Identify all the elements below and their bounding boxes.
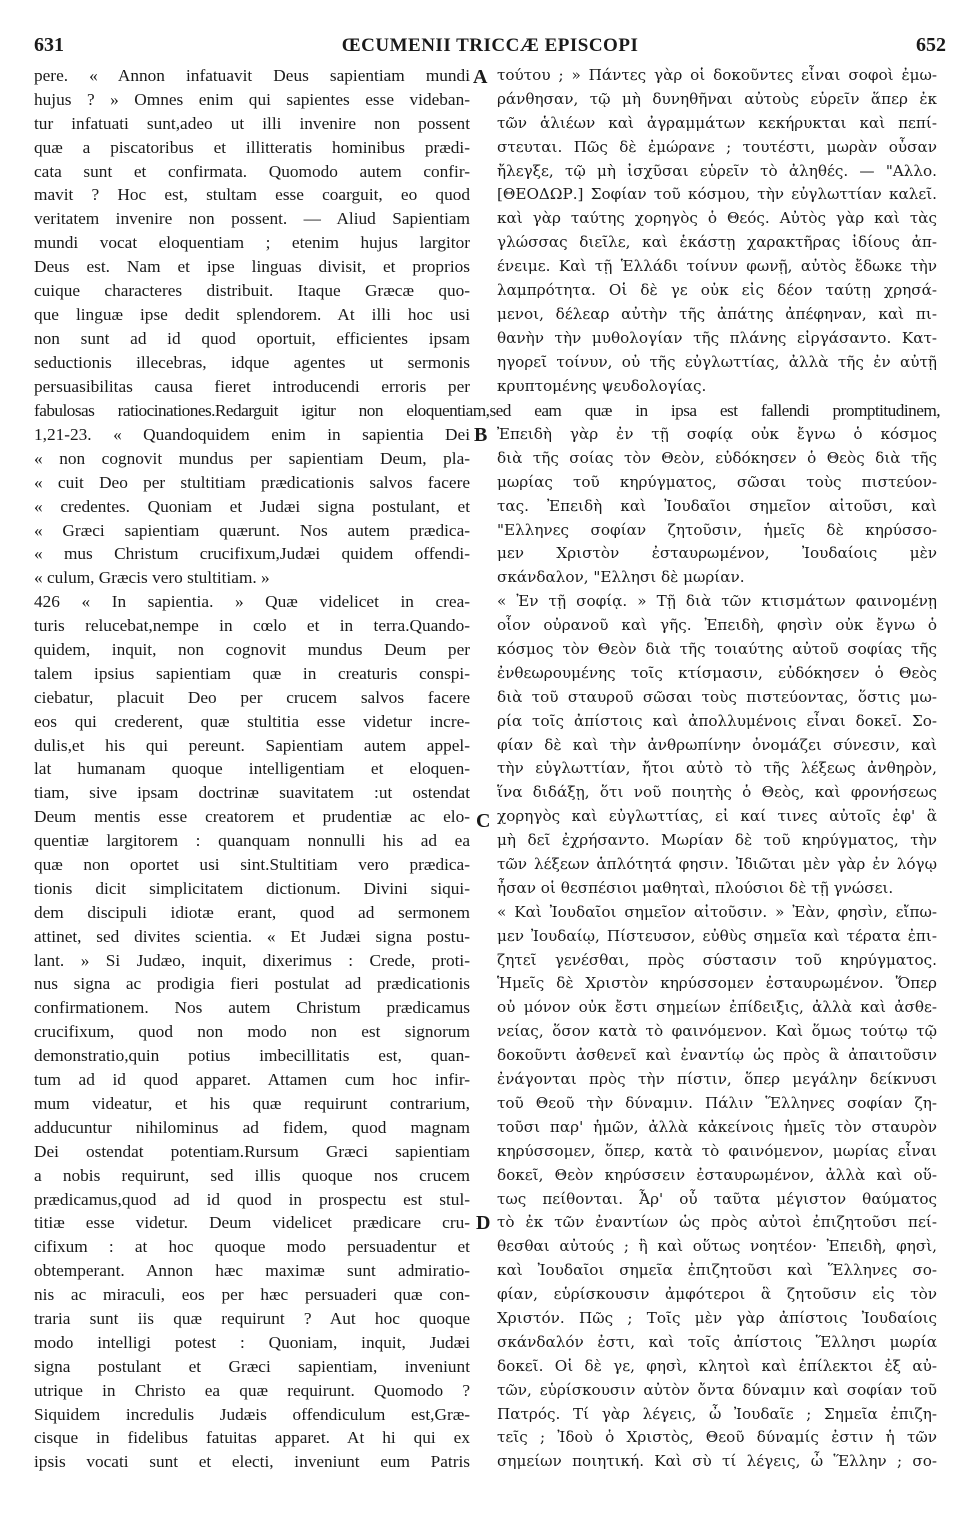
latin-text-line: quentiæ largitorem : quanquam nonnulli his ad ea	[34, 831, 470, 851]
page-number-right: 652	[916, 34, 946, 56]
greek-text-line: σημείων ποιητική. Καὶ σὺ τί λέγεις, ὦ Ἕλλην ; σο-	[497, 1452, 937, 1471]
latin-text-line: cifixum : at hoc quoque modo persuadentur et	[34, 1237, 470, 1257]
greek-text-line: μεν Χριστὸν ἐσταυρωμένον, Ἰουδαίοις μὲν	[497, 544, 937, 563]
latin-text-line: confirmationem. Nos autem Christum prædicamus	[34, 998, 470, 1018]
latin-column-bottom	[34, 423, 470, 1474]
greek-text-line: οἷον οὐρανοῦ καὶ γῆς. Ἐπειδὴ, φησὶν οὐκ ἔγνω ὁ	[497, 616, 937, 635]
latin-text-line: « non cognovit mundus per sapientiam Deum, pla-	[34, 448, 470, 468]
greek-text-line: γλώσσας διεῖλε, καὶ ἑκάστῃ χαρακτῆρας ἰδίους ἀπ-	[497, 233, 937, 252]
latin-text-line: eos qui crederent, quæ stultitia esse videtur incre-	[34, 711, 470, 731]
greek-text-line: ηγορεῖ τοίνυν, οὐ τῆς εὐγλωττίας, ἀλλὰ τῆς ἐν αὐτῇ	[497, 352, 937, 371]
greek-text-line: καὶ γὰρ ταύτης χορηγὸς ὁ Θεός. Αὐτὸς γὰρ καὶ τὰς	[497, 209, 937, 228]
greek-text-line: καὶ Ἰουδαῖοι σημεῖα ἐπιζητοῦσι καὶ Ἕλληνες σο-	[497, 1261, 937, 1280]
latin-text-line: 426 « In sapientia. » Quæ videlicet in crea-	[34, 592, 470, 612]
latin-text-line: quidem, inquit, non cognovit mundus Deum per	[34, 640, 470, 660]
latin-text-line: veritatem invenire non possent. — Aliud Sapientiam	[34, 209, 470, 229]
greek-text-line: τεῖς ; Ἰδοὺ ὁ Χριστὸς, Θεοῦ δύναμίς ἐστιν ἡ τῶν	[497, 1428, 937, 1447]
greek-text-line: ένειμε. Καὶ τῇ Ἑλλάδι τοίνυν φωνῇ, αὐτὸς ἔδωκε τὴν	[497, 257, 937, 276]
latin-text-line: traria sunt iis quæ requirunt ? Aut hoc quoque	[34, 1308, 470, 1328]
section-marker-d: D	[476, 1212, 491, 1234]
latin-text-line: que linguæ ipse dedit splendorem. At illi hoc usi	[34, 304, 470, 324]
latin-text-line: Deus est. Nam et ipse linguas divisit, et proprios	[34, 257, 470, 277]
greek-text-line: ρία τοῖς ἀπίστοις καὶ ἀπολλυμένοις εἶναι δοκεῖ. Σο-	[497, 711, 937, 730]
greek-text-line: « Ἐν τῇ σοφίᾳ. » Τῇ διὰ τῶν κτισμάτων φαινομένῃ	[497, 592, 937, 611]
greek-text-line: τοῦσι παρ' ἡμῶν, ἀλλὰ κἀκείνοις ἡμεῖς τὸν σταυρὸν	[497, 1117, 937, 1136]
greek-text-line: διὰ τῆς σοίας τὸν Θεὸν, εὐδόκησεν ὁ Θεὸς διὰ τῆς	[497, 448, 937, 467]
greek-text-line: τῶν, εὑρίσκουσιν αὐτὸν ὄντα δύναμιν καὶ σοφίαν τοῦ	[497, 1380, 937, 1399]
greek-text-line: τὸ ἐκ τῶν ἐναντίων ὡς πρὸς αὐτοὶ ἐπιζητοῦσι πεί-	[497, 1213, 937, 1232]
section-marker-b: B	[474, 424, 488, 446]
latin-text-line: attinet, sed divites scientia. « Et Judæi signa postu-	[34, 926, 470, 946]
latin-text-line: non sunt ad id quod oportuit, efficientes ipsam	[34, 328, 470, 348]
greek-text-line: θεσθαι αὐτούς ; ἢ καὶ οὕτως νοητέον· Ἐπειδὴ, φησὶ,	[497, 1237, 937, 1256]
latin-text-line: cata sunt et confirmata. Quomodo autem confir-	[34, 161, 470, 181]
latin-text-line: mundi vocat eloquentiam ; etenim hujus largitor	[34, 233, 470, 253]
latin-text-line: crucifixum, quod non modo non est signorum	[34, 1022, 470, 1042]
greek-text-line: δοκεῖ, Θεὸν κηρύσσειν ἐσταυρωμένον, ἀλλὰ καὶ οὕ-	[497, 1165, 937, 1184]
greek-text-line: φίαν, εὑρίσκουσιν ἀμφότεροι ἃ ζητοῦσιν εἰς τὸν	[497, 1285, 937, 1304]
greek-text-line: ἐνάγονται πρὸς τὴν πίστιν, ὅπερ μεγάλην δείκνυσι	[497, 1070, 937, 1089]
greek-text-line: Πατρός. Τί γὰρ λέγεις, ὦ Ἰουδαῖε ; Σημεῖα ἐπιζη-	[497, 1404, 937, 1423]
latin-text-line: a nobis requirunt, sed illis quoque nos crucem	[34, 1165, 470, 1185]
greek-text-line: μὴ δεῖ ἐχρήσαντο. Μωρίαν δὲ τοῦ κηρύγματος, τὴν	[497, 831, 937, 850]
greek-text-line: στευται. Πῶς δὲ ἐμώρανε ; τουτέστι, μωρὰν οὖσαν	[497, 137, 937, 156]
greek-text-line: ζητεῖ γενέσθαι, πρὸς σύστασιν τοῦ κηρύγματος.	[497, 950, 937, 969]
greek-text-line: λαμπρότητα. Οἱ δὲ γε οὐκ εἰς δέον ταύτῃ χρησά-	[497, 281, 937, 300]
greek-text-line: τως πείθονται. Ἆρ' οὖ ταῦτα μέγιστον θαύματος	[497, 1189, 937, 1208]
greek-text-line: διὰ τοῦ σταυροῦ σῶσαι τοὺς πιστεύοντας, ὅστις μω-	[497, 687, 937, 706]
latin-column-top	[34, 64, 470, 398]
latin-text-line: titiæ esse videtur. Deum videlicet prædicare cru-	[34, 1213, 470, 1233]
greek-text-line: « Καὶ Ἰουδαῖοι σημεῖον αἰτοῦσιν. » Ἐὰν, φησὶν, εἴπω-	[497, 902, 937, 921]
latin-text-line: tionis dicit simplicitatem dictionum. Divini siqui-	[34, 878, 470, 898]
latin-text-line: dulis,et his qui pereunt. Sapientiam autem appel-	[34, 735, 470, 755]
latin-text-line: modo intelligi potest : Quoniam, inquit, Judæi	[34, 1332, 470, 1352]
latin-text-line: utrique in Christo ea quæ requirunt. Quomodo ?	[34, 1380, 470, 1400]
latin-text-line: talem ipsius sapientiam quæ in creaturis conspi-	[34, 663, 470, 683]
greek-text-line: μενοι, δέλεαρ αὐτὴν τῆς ἀπάτης ἀπέφηναν, καὶ πι-	[497, 304, 937, 323]
latin-text-line: cisque in fidelibus fatuitas apparet. At hi qui ex	[34, 1428, 470, 1448]
greek-text-line: τοῦ Θεοῦ τὴν δύναμιν. Πάλιν Ἕλληνες σοφίαν ζη-	[497, 1093, 937, 1112]
latin-text-line: mavit ? Hoc est, stultam esse coarguit, eo quod	[34, 185, 470, 205]
greek-text-line: Ἐπειδὴ γὰρ ἐν τῇ σοφίᾳ οὐκ ἔγνω ὁ κόσμος	[497, 425, 937, 443]
greek-text-line: τούτου ; » Πάντες γὰρ οἱ δοκοῦντες εἶναι σοφοὶ ἐμω-	[497, 66, 937, 84]
latin-text-line: demonstratio,quin potius imbecillitatis est, quan-	[34, 1046, 470, 1066]
greek-text-line: σκάνδαλόν ἐστι, καὶ τοῖς ἀπίστοις Ἕλλησι μωρία	[497, 1332, 937, 1351]
latin-text-line: 1,21-23. « Quandoquidem enim in sapientia Dei	[34, 425, 470, 444]
greek-text-line: Ἡμεῖς δὲ Χριστὸν κηρύσσομεν ἐσταυρωμένον. Ὅπερ	[497, 974, 937, 993]
greek-text-line: σκάνδαλον, "Ελλησι δὲ μωρίαν.	[497, 568, 745, 587]
latin-text-line: persuasibilitas causa fieret introducendi erroris per	[34, 376, 470, 396]
greek-text-line: τῶν λέξεων ἁπλότητά φησιν. Ἰδιῶται μὲν γὰρ ἐν λόγῳ	[497, 855, 937, 874]
greek-text-line: τὴν εὐγλωττίαν, ἤτοι αὐτὸ τὸ τῆς λέξεως ἀνθηρὸν,	[497, 759, 937, 778]
greek-text-line: [ΘΕΟΔΩΡ.] Σοφίαν τοῦ κόσμου, τὴν εὐγλωττίαν καλεῖ.	[497, 185, 937, 204]
latin-text-line: dem discipuli idiotæ erant, quod ad sermonem	[34, 902, 470, 922]
running-title: ŒCUMENII TRICCÆ EPISCOPI	[341, 35, 639, 56]
latin-text-line: « cuit Deo per stultitiam prædicationis salvos facere	[34, 472, 470, 492]
latin-text-line: prædicamus,quod ad id quod in prospectu est stul-	[34, 1189, 470, 1209]
greek-text-line: τας. Ἐπειδὴ καὶ Ἰουδαῖοι σημεῖον αἰτοῦσι, καὶ	[497, 496, 937, 515]
latin-text-line: quæ non oportet usi sint.Stultitiam vero prædica-	[34, 855, 470, 875]
section-marker-a: A	[473, 66, 488, 88]
greek-text-line: ἤλεγξε, τῷ μὴ ἰσχῦσαι εὑρεῖν τὸ ἀληθές. — "Αλλο.	[497, 161, 937, 180]
latin-text-line: Siquidem incredulis Judæis offendiculum est,Græ-	[34, 1404, 470, 1424]
latin-text-line: pere. « Annon infatuavit Deus sapientiam mundi	[34, 66, 470, 85]
latin-text-line: turis relucebat,nempe in cœlo et in terra.Quando-	[34, 616, 470, 636]
latin-text-line: ipsis vocati sunt et electi, inveniunt eum Patris	[34, 1452, 470, 1472]
greek-column-bottom	[497, 423, 937, 1474]
latin-text-line: mum videatur, et his quæ requirunt contrarium,	[34, 1093, 470, 1113]
latin-text-line: tiam, sive ipsam doctrinæ suavitatem :ut ostendat	[34, 783, 470, 803]
greek-text-line: ἦσαν οἱ θεσπέσιοι μαθηταὶ, πλούσιοι δὲ τῇ γνώσει.	[497, 878, 894, 897]
greek-text-line: "Ελληνες σοφίαν ζητοῦσιν, ἡμεῖς δὲ κηρύσσο-	[497, 520, 937, 539]
greek-text-line: οὐ μόνον οὐκ ἔστι σημείων ἐπίδειξις, ἀλλὰ καὶ ἀσθε-	[497, 998, 937, 1017]
latin-text-line: quæ a piscatoribus et illitteratis hominibus prædi-	[34, 137, 470, 157]
latin-text-line: nus signa ac prodigia fieri postulat ad prædicationis	[34, 974, 470, 994]
greek-text-line: κρυπτομένης ψευδολογίας.	[497, 376, 707, 395]
greek-text-line: μωρίας τοῦ κηρύγματος, σῶσαι τοὺς πιστεύον-	[497, 472, 937, 491]
greek-text-line: δοκοῦντι ἀσθενεῖ καὶ ἐναντίῳ ὡς πρὸς ἃ ἀπαιτοῦσιν	[497, 1046, 937, 1065]
greek-text-line: ἵνα διδάξῃ, ὅτι νοῦ ποιητὴς ὁ Θεὸς, καὶ φρονήσεως	[497, 783, 937, 802]
greek-text-line: κόσμος τὸν Θεὸν διὰ τῆς τοιαύτης αὐτοῦ σοφίας τῆς	[497, 640, 937, 659]
latin-text-line: adducuntur nihilominus ad fidem, quod magnam	[34, 1117, 470, 1137]
greek-text-line: θανὴν τὴν μυθολογίαν τῆς πλάνης εἰργάσαντο. Κατ-	[497, 328, 937, 347]
latin-text-line: Dei ostendat potentiam.Rursum Græci sapientiam	[34, 1141, 470, 1161]
greek-text-line: ἐνθεωρουμένης τοῖς κτίσμασιν, εὐδόκησεν ὁ Θεὸς	[497, 663, 937, 682]
greek-text-line: κηρύσσομεν, ὅπερ, κατὰ τὸ φαινόμενον, μωρίας εἶναι	[497, 1141, 937, 1160]
greek-text-line: δοκεῖ. Οἱ δὲ γε, φησὶ, κλητοὶ καὶ ἐπίλεκτοι ἐξ αὐ-	[497, 1356, 937, 1375]
latin-text-line: seductionis illecebras, idque agentes ut sermonis	[34, 352, 470, 372]
latin-text-line: « mus Christum crucifixum,Judæi quidem offendi-	[34, 544, 470, 564]
greek-text-line: Χριστόν. Πῶς ; Τοῖς μὲν γὰρ ἀπίστοις Ἰουδαίοις	[497, 1308, 937, 1327]
greek-column-top	[497, 64, 937, 398]
page-header	[34, 34, 946, 60]
greek-text-line: μεν Ἰουδαίῳ, Πίστευσον, εὐθὺς σημεῖα καὶ τέρατα ἐπι-	[497, 926, 937, 945]
latin-text-line: nis ac miraculi, eos per hæc persuaderi quæ con-	[34, 1285, 470, 1305]
latin-text-line: lant. » Si Judæo, inquit, dixerimus : Crede, proti-	[34, 950, 470, 970]
latin-text-line: tur infatuati sunt,adeo ut illi invenire non possent	[34, 113, 470, 133]
greek-text-line: νείας, ὅσον κατὰ τὸ φαινόμενον. Καὶ ὅμως τούτῳ τῷ	[497, 1022, 937, 1041]
full-width-line: fabulosas ratiocinationes.Redarguit igitur non eloquentiam,sed eam quæ in ipsa est fallendi promptitudinem,	[34, 401, 940, 420]
greek-text-line: τῶν ἁλιέων καὶ ἀγραμμάτων κεκήρυκται καὶ πεπί-	[497, 113, 937, 132]
latin-text-line: hujus ? » Omnes enim qui sapientes esse videban-	[34, 89, 470, 109]
latin-text-line: ciebatur, placuit Deo per crucem salvos facere	[34, 687, 470, 707]
latin-text-line: « culum, Græcis vero stultitiam. »	[34, 568, 270, 588]
latin-text-line: Deum mentis esse creatorem et prudentiæ ac elo-	[34, 807, 470, 827]
page-number-left: 631	[34, 34, 64, 56]
latin-text-line: « Græci sapientiam quærunt. Nos autem prædica-	[34, 520, 470, 540]
greek-text-line: ράνθησαν, τῷ μὴ δυνηθῆναι αὐτοὺς εὑρεῖν ἅπερ ἐκ	[497, 89, 937, 108]
latin-text-line: signa postulant et Græci sapientiam, inveniunt	[34, 1356, 470, 1376]
latin-text-line: « credentes. Quoniam et Judæi signa postulant, et	[34, 496, 470, 516]
latin-text-line: lat humanam quoque intelligentiam et eloquen-	[34, 759, 470, 779]
latin-text-line: tum ad id quod apparet. Attamen cum hoc infir-	[34, 1070, 470, 1090]
greek-text-line: χορηγὸς καὶ εὐγλωττίας, εἰ καί τινες αὐτοῖς ἐφ' ἃ	[497, 807, 937, 826]
greek-text-line: φίαν δὲ καὶ τὴν ἀνθρωπίνην ὀνομάζει σύνεσιν, καὶ	[497, 735, 937, 754]
latin-text-line: cuique characteres distribuit. Itaque Græcæ quo-	[34, 281, 470, 301]
section-marker-c: C	[476, 810, 491, 832]
latin-text-line: obtemperant. Annon hæc maximæ sunt admiratio-	[34, 1261, 470, 1281]
